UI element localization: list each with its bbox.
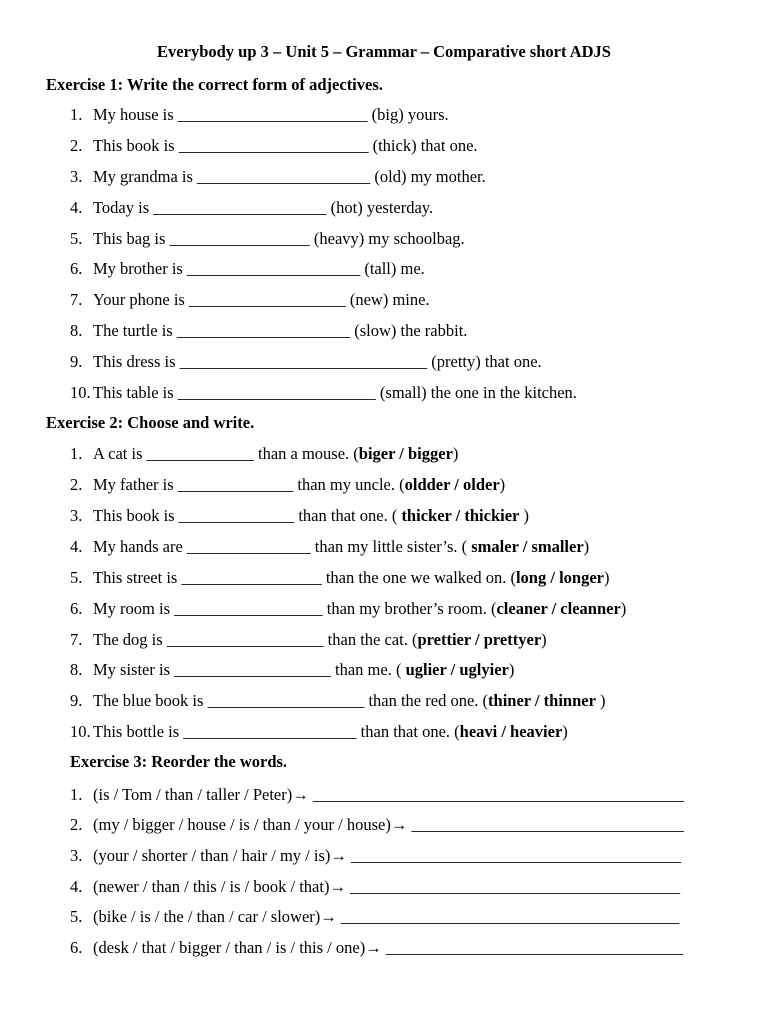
item-text: This table is ________________________ (small) the one in the kitchen.: [93, 383, 577, 402]
item-number: 9.: [70, 352, 83, 371]
item-text-end: ): [499, 475, 506, 494]
item-number: 3.: [70, 846, 83, 865]
item-number: 6.: [70, 938, 83, 957]
item-number: 4.: [70, 198, 83, 217]
item-text: My father is ______________ than my uncle. (: [93, 475, 405, 494]
exercise1-item: [70, 258, 425, 280]
item-text: (desk / that / bigger / than / is / this / one)→ ____________________________________: [93, 938, 683, 957]
item-number: 10.: [70, 383, 91, 402]
item-text: The blue book is ___________________ than the red one. (: [93, 691, 489, 710]
exercise1-item: [70, 320, 467, 342]
exercise3-item: [70, 906, 679, 928]
exercise2-item: [70, 567, 609, 589]
item-text: (your / shorter / than / hair / my / is)→ ________________________________________: [93, 846, 681, 865]
item-text-end: ): [452, 444, 459, 463]
exercise3-item: [70, 784, 684, 806]
item-options: long / longer: [515, 568, 604, 587]
item-options: smaler / smaller: [471, 537, 584, 556]
item-number: 1.: [70, 444, 83, 463]
exercise1-heading: Exercise 1: Write the correct form of adjectives.: [46, 75, 383, 94]
item-number: 4.: [70, 877, 83, 896]
item-number: 2.: [70, 136, 83, 155]
exercise2-item: [70, 505, 529, 527]
item-text-end: ): [595, 691, 606, 710]
exercise1-item: [70, 135, 478, 157]
item-options: cleaner / cleanner: [496, 599, 621, 618]
exercise1-item: [70, 104, 449, 126]
exercise1-item: [70, 166, 486, 188]
item-options: thicker / thickier: [401, 506, 520, 525]
item-number: 5.: [70, 907, 83, 926]
page-title: Everybody up 3 – Unit 5 – Grammar – Comparative short ADJS: [157, 42, 611, 61]
exercise2-item: [70, 474, 505, 496]
exercise1-item: [70, 351, 542, 373]
item-options: oldder / older: [404, 475, 500, 494]
item-number: 5.: [70, 229, 83, 248]
item-text: The dog is ___________________ than the cat. (: [93, 630, 418, 649]
item-text-end: ): [603, 568, 610, 587]
item-number: 5.: [70, 568, 83, 587]
item-text-end: ): [583, 537, 590, 556]
item-text: My brother is _____________________ (tall) me.: [93, 259, 425, 278]
exercise3-item: [70, 937, 683, 959]
exercise2-item: [70, 629, 547, 651]
item-text: Today is _____________________ (hot) yesterday.: [93, 198, 434, 217]
exercise2-item: [70, 659, 514, 681]
item-number: 2.: [70, 475, 83, 494]
item-options: thiner / thinner: [488, 691, 596, 710]
item-text: This book is ______________ than that one. (: [93, 506, 402, 525]
item-number: 7.: [70, 290, 83, 309]
exercise2-item: [70, 536, 589, 558]
item-text: My grandma is _____________________ (old) my mother.: [93, 167, 486, 186]
item-number: 9.: [70, 691, 83, 710]
exercise2-item: [70, 690, 606, 712]
exercise3-item: [70, 814, 684, 836]
item-text: A cat is _____________ than a mouse. (: [93, 444, 359, 463]
item-number: 8.: [70, 321, 83, 340]
item-number: 4.: [70, 537, 83, 556]
exercise2-item: [70, 721, 568, 743]
item-number: 10.: [70, 722, 91, 741]
item-options: uglier / uglyier: [405, 660, 509, 679]
item-text-end: ): [541, 630, 547, 649]
exercise1-item: [70, 289, 430, 311]
item-number: 7.: [70, 630, 83, 649]
item-options: prettier / prettyer: [417, 630, 542, 649]
item-text: (my / bigger / house / is / than / your / house)→ _________________________________: [93, 815, 684, 834]
item-text: (newer / than / this / is / book / that)→ ________________________________________: [93, 877, 681, 896]
item-text-end: ): [508, 660, 515, 679]
item-text: The turtle is _____________________ (slow) the rabbit.: [93, 321, 468, 340]
item-text: My hands are _______________ than my little sister’s. (: [93, 537, 472, 556]
item-text-end: ): [620, 599, 627, 618]
item-number: 2.: [70, 815, 83, 834]
item-number: 3.: [70, 167, 83, 186]
item-text-end: ): [562, 722, 568, 741]
item-number: 3.: [70, 506, 83, 525]
item-text: My house is _______________________ (big) yours.: [93, 105, 449, 124]
item-text: (bike / is / the / than / car / slower)→ _________________________________________: [93, 907, 680, 926]
exercise3-item: [70, 876, 680, 898]
item-text: Your phone is ___________________ (new) mine.: [93, 290, 430, 309]
exercise1-item: [70, 228, 465, 250]
item-text: This bottle is _____________________ than that one. (: [93, 722, 460, 741]
item-number: 8.: [70, 660, 83, 679]
item-text: This book is _______________________ (thick) that one.: [93, 136, 478, 155]
item-number: 1.: [70, 105, 83, 124]
item-options: biger / bigger: [358, 444, 453, 463]
exercise2-heading: Exercise 2: Choose and write.: [46, 413, 255, 432]
item-text: This street is _________________ than the one we walked on. (: [93, 568, 516, 587]
item-text: This bag is _________________ (heavy) my schoolbag.: [93, 229, 465, 248]
exercise3-heading: Exercise 3: Reorder the words.: [70, 752, 288, 771]
exercise3-item: [70, 845, 681, 867]
item-number: 1.: [70, 785, 83, 804]
item-options: heavi / heavier: [459, 722, 563, 741]
exercise1-item: [70, 382, 577, 404]
exercise1-item: [70, 197, 433, 219]
item-number: 6.: [70, 599, 83, 618]
item-text: My room is __________________ than my brother’s room. (: [93, 599, 497, 618]
item-text: (is / Tom / than / taller / Peter)→ _____________________________________________: [93, 785, 685, 804]
item-text: My sister is ___________________ than me. (: [93, 660, 406, 679]
exercise2-item: [70, 598, 626, 620]
exercise2-item: [70, 443, 458, 465]
item-text-end: ): [519, 506, 529, 525]
item-text: This dress is ______________________________ (pretty) that one.: [93, 352, 542, 371]
item-number: 6.: [70, 259, 83, 278]
